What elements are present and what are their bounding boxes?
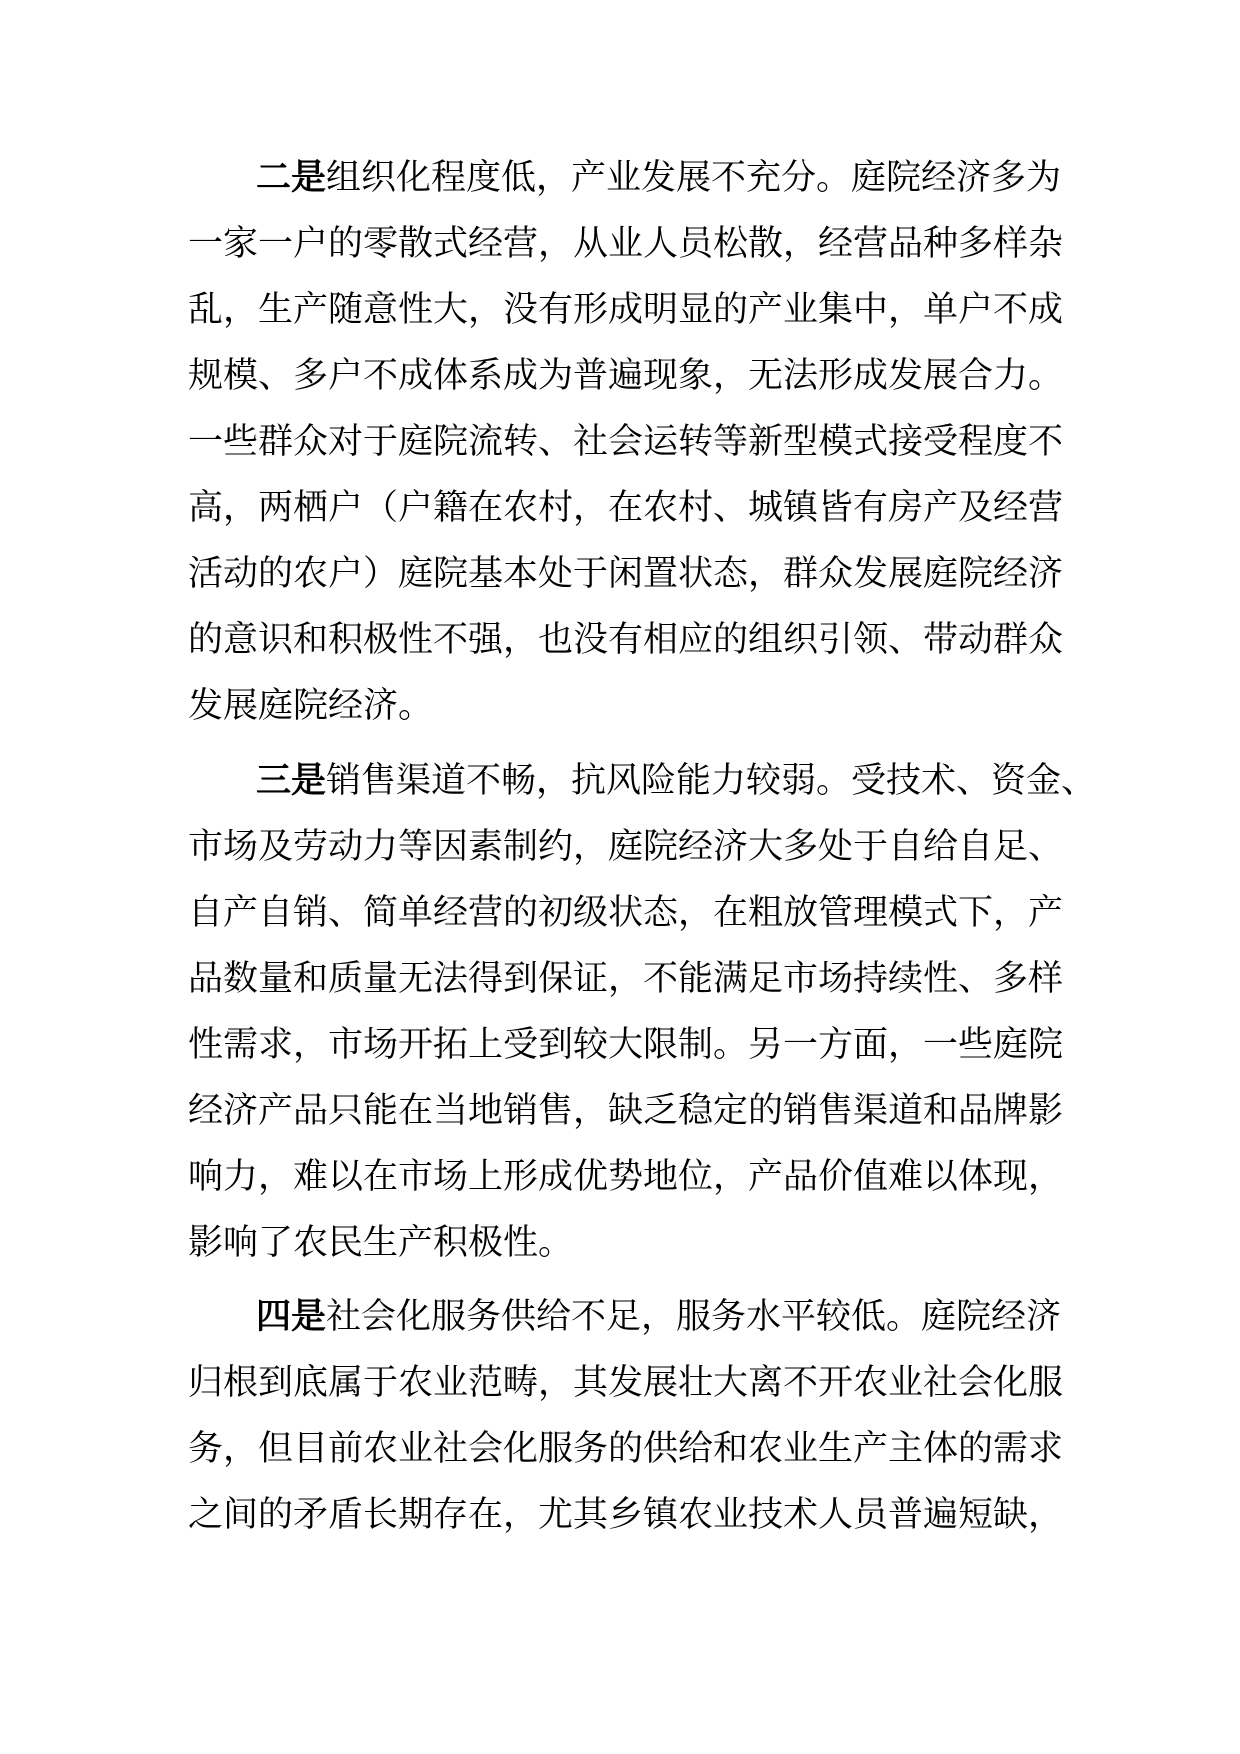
text-line: 品数量和质量无法得到保证，不能满足市场持续性、多样 <box>188 959 1064 999</box>
text-line: 经济产品只能在当地销售，缺乏稳定的销售渠道和品牌影 <box>188 1091 1064 1131</box>
paragraph-san-shi <box>188 748 1096 1276</box>
paragraph-lead: 三是 <box>256 761 327 801</box>
paragraph-lead: 四是 <box>256 1297 327 1337</box>
text-line: 一家一户的零散式经营，从业人员松散，经营品种多样杂 <box>188 224 1064 264</box>
text-line: 归根到底属于农业范畴，其发展壮大离不开农业社会化服 <box>188 1363 1064 1403</box>
text-line: 一些群众对于庭院流转、社会运转等新型模式接受程度不 <box>188 422 1064 462</box>
text-line: 务，但目前农业社会化服务的供给和农业生产主体的需求 <box>188 1429 1064 1469</box>
paragraph-si-shi <box>188 1284 1063 1548</box>
line-text: 销售渠道不畅，抗风险能力较弱。受技术、资金、 <box>326 761 1097 801</box>
text-line: 发展庭院经济。 <box>188 686 434 726</box>
text-line: 市场及劳动力等因素制约，庭院经济大多处于自给自足、 <box>188 827 1064 867</box>
paragraph-lead: 二是 <box>256 158 327 198</box>
paragraph-er-shi <box>188 145 1063 739</box>
text-line: 活动的农户）庭院基本处于闲置状态，群众发展庭院经济 <box>188 554 1064 594</box>
text-line <box>188 748 1096 814</box>
text-line: 的意识和积极性不强，也没有相应的组织引领、带动群众 <box>188 620 1064 660</box>
text-line: 响力，难以在市场上形成优势地位，产品价值难以体现， <box>188 1157 1064 1197</box>
text-line: 影响了农民生产积极性。 <box>188 1223 574 1263</box>
text-line: 之间的矛盾长期存在，尤其乡镇农业技术人员普遍短缺， <box>188 1495 1064 1535</box>
text-line: 自产自销、简单经营的初级状态，在粗放管理模式下，产 <box>188 893 1064 933</box>
text-line: 性需求，市场开拓上受到较大限制。另一方面，一些庭院 <box>188 1025 1064 1065</box>
text-line <box>188 145 1063 211</box>
text-line: 乱，生产随意性大，没有形成明显的产业集中，单户不成 <box>188 290 1064 330</box>
text-line: 规模、多户不成体系成为普遍现象，无法形成发展合力。 <box>188 356 1064 396</box>
text-line: 高，两栖户（户籍在农村，在农村、城镇皆有房产及经营 <box>188 488 1064 528</box>
line-text: 组织化程度低，产业发展不充分。庭院经济多为 <box>326 158 1062 198</box>
text-line <box>188 1284 1063 1350</box>
line-text: 社会化服务供给不足，服务水平较低。庭院经济 <box>326 1297 1062 1337</box>
